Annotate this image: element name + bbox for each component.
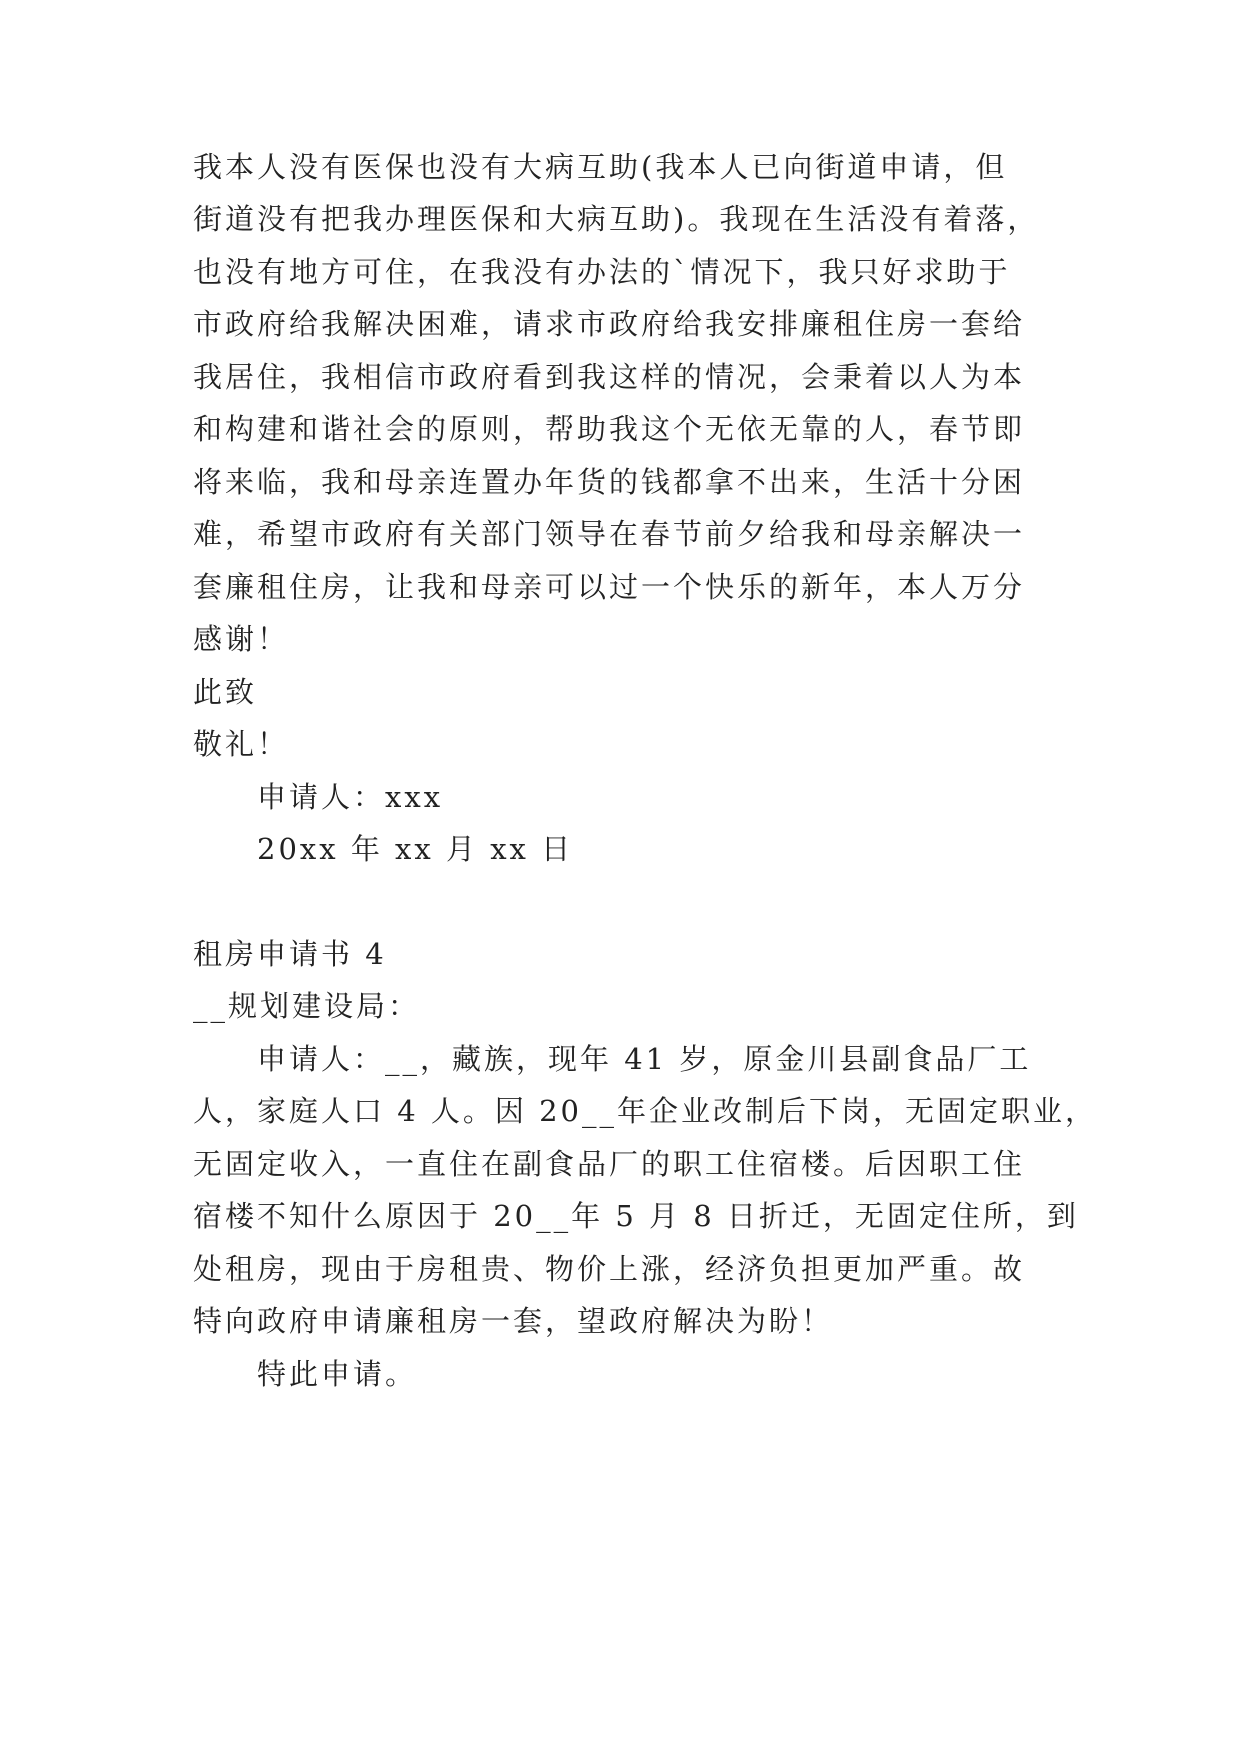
letter1-body-line: 我本人没有医保也没有大病互助(我本人已向街道申请，但 [193, 150, 1008, 184]
letter2-closing: 特此申请。 [257, 1357, 418, 1391]
letter1-body-line: 街道没有把我办理医保和大病互助)。我现在生活没有着落， [193, 202, 1040, 236]
letter2-title: 租房申请书 4 [193, 937, 387, 971]
letter1-body-line: 难，希望市政府有关部门领导在春节前夕给我和母亲解决一 [193, 517, 1026, 551]
letter1-closing-salutation: 此致 [193, 675, 258, 709]
letter1-body-line: 我居住，我相信市政府看到我这样的情况，会秉着以人为本 [193, 360, 1026, 394]
letter1-date: 20xx 年 xx 月 xx 日 [257, 832, 574, 866]
letter1-body-line: 套廉租住房，让我和母亲可以过一个快乐的新年，本人万分 [193, 570, 1026, 604]
letter1-body-line: 也没有地方可住，在我没有办法的`情况下，我只好求助于 [193, 255, 1011, 289]
letter1-closing-regards: 敬礼！ [193, 727, 290, 761]
letter2-addressee: __规划建设局： [193, 989, 421, 1023]
letter1-body-line: 市政府给我解决困难，请求市政府给我安排廉租住房一套给 [193, 307, 1026, 341]
letter1-body-line: 感谢！ [193, 622, 290, 656]
letter2-body-line: 人，家庭人口 4 人。因 20__年企业改制后下岗，无固定职业， [193, 1094, 1098, 1128]
letter1-signature: 申请人：xxx [257, 780, 444, 814]
letter2-body-line: 处租房，现由于房租贵、物价上涨，经济负担更加严重。故 [193, 1252, 1026, 1286]
letter2-body-line: 无固定收入，一直住在副食品厂的职工住宿楼。后因职工住 [193, 1147, 1026, 1181]
letter2-body-line: 申请人：__，藏族，现年 41 岁，原金川县副食品厂工 [257, 1042, 1032, 1076]
letter1-body-line: 和构建和谐社会的原则，帮助我这个无依无靠的人，春节即 [193, 412, 1026, 446]
letter2-body-line: 宿楼不知什么原因于 20__年 5 月 8 日折迁，无固定住所，到 [193, 1199, 1079, 1233]
letter2-body-line: 特向政府申请廉租房一套，望政府解决为盼！ [193, 1304, 834, 1338]
letter1-body-line: 将来临，我和母亲连置办年货的钱都拿不出来，生活十分困 [193, 465, 1026, 499]
